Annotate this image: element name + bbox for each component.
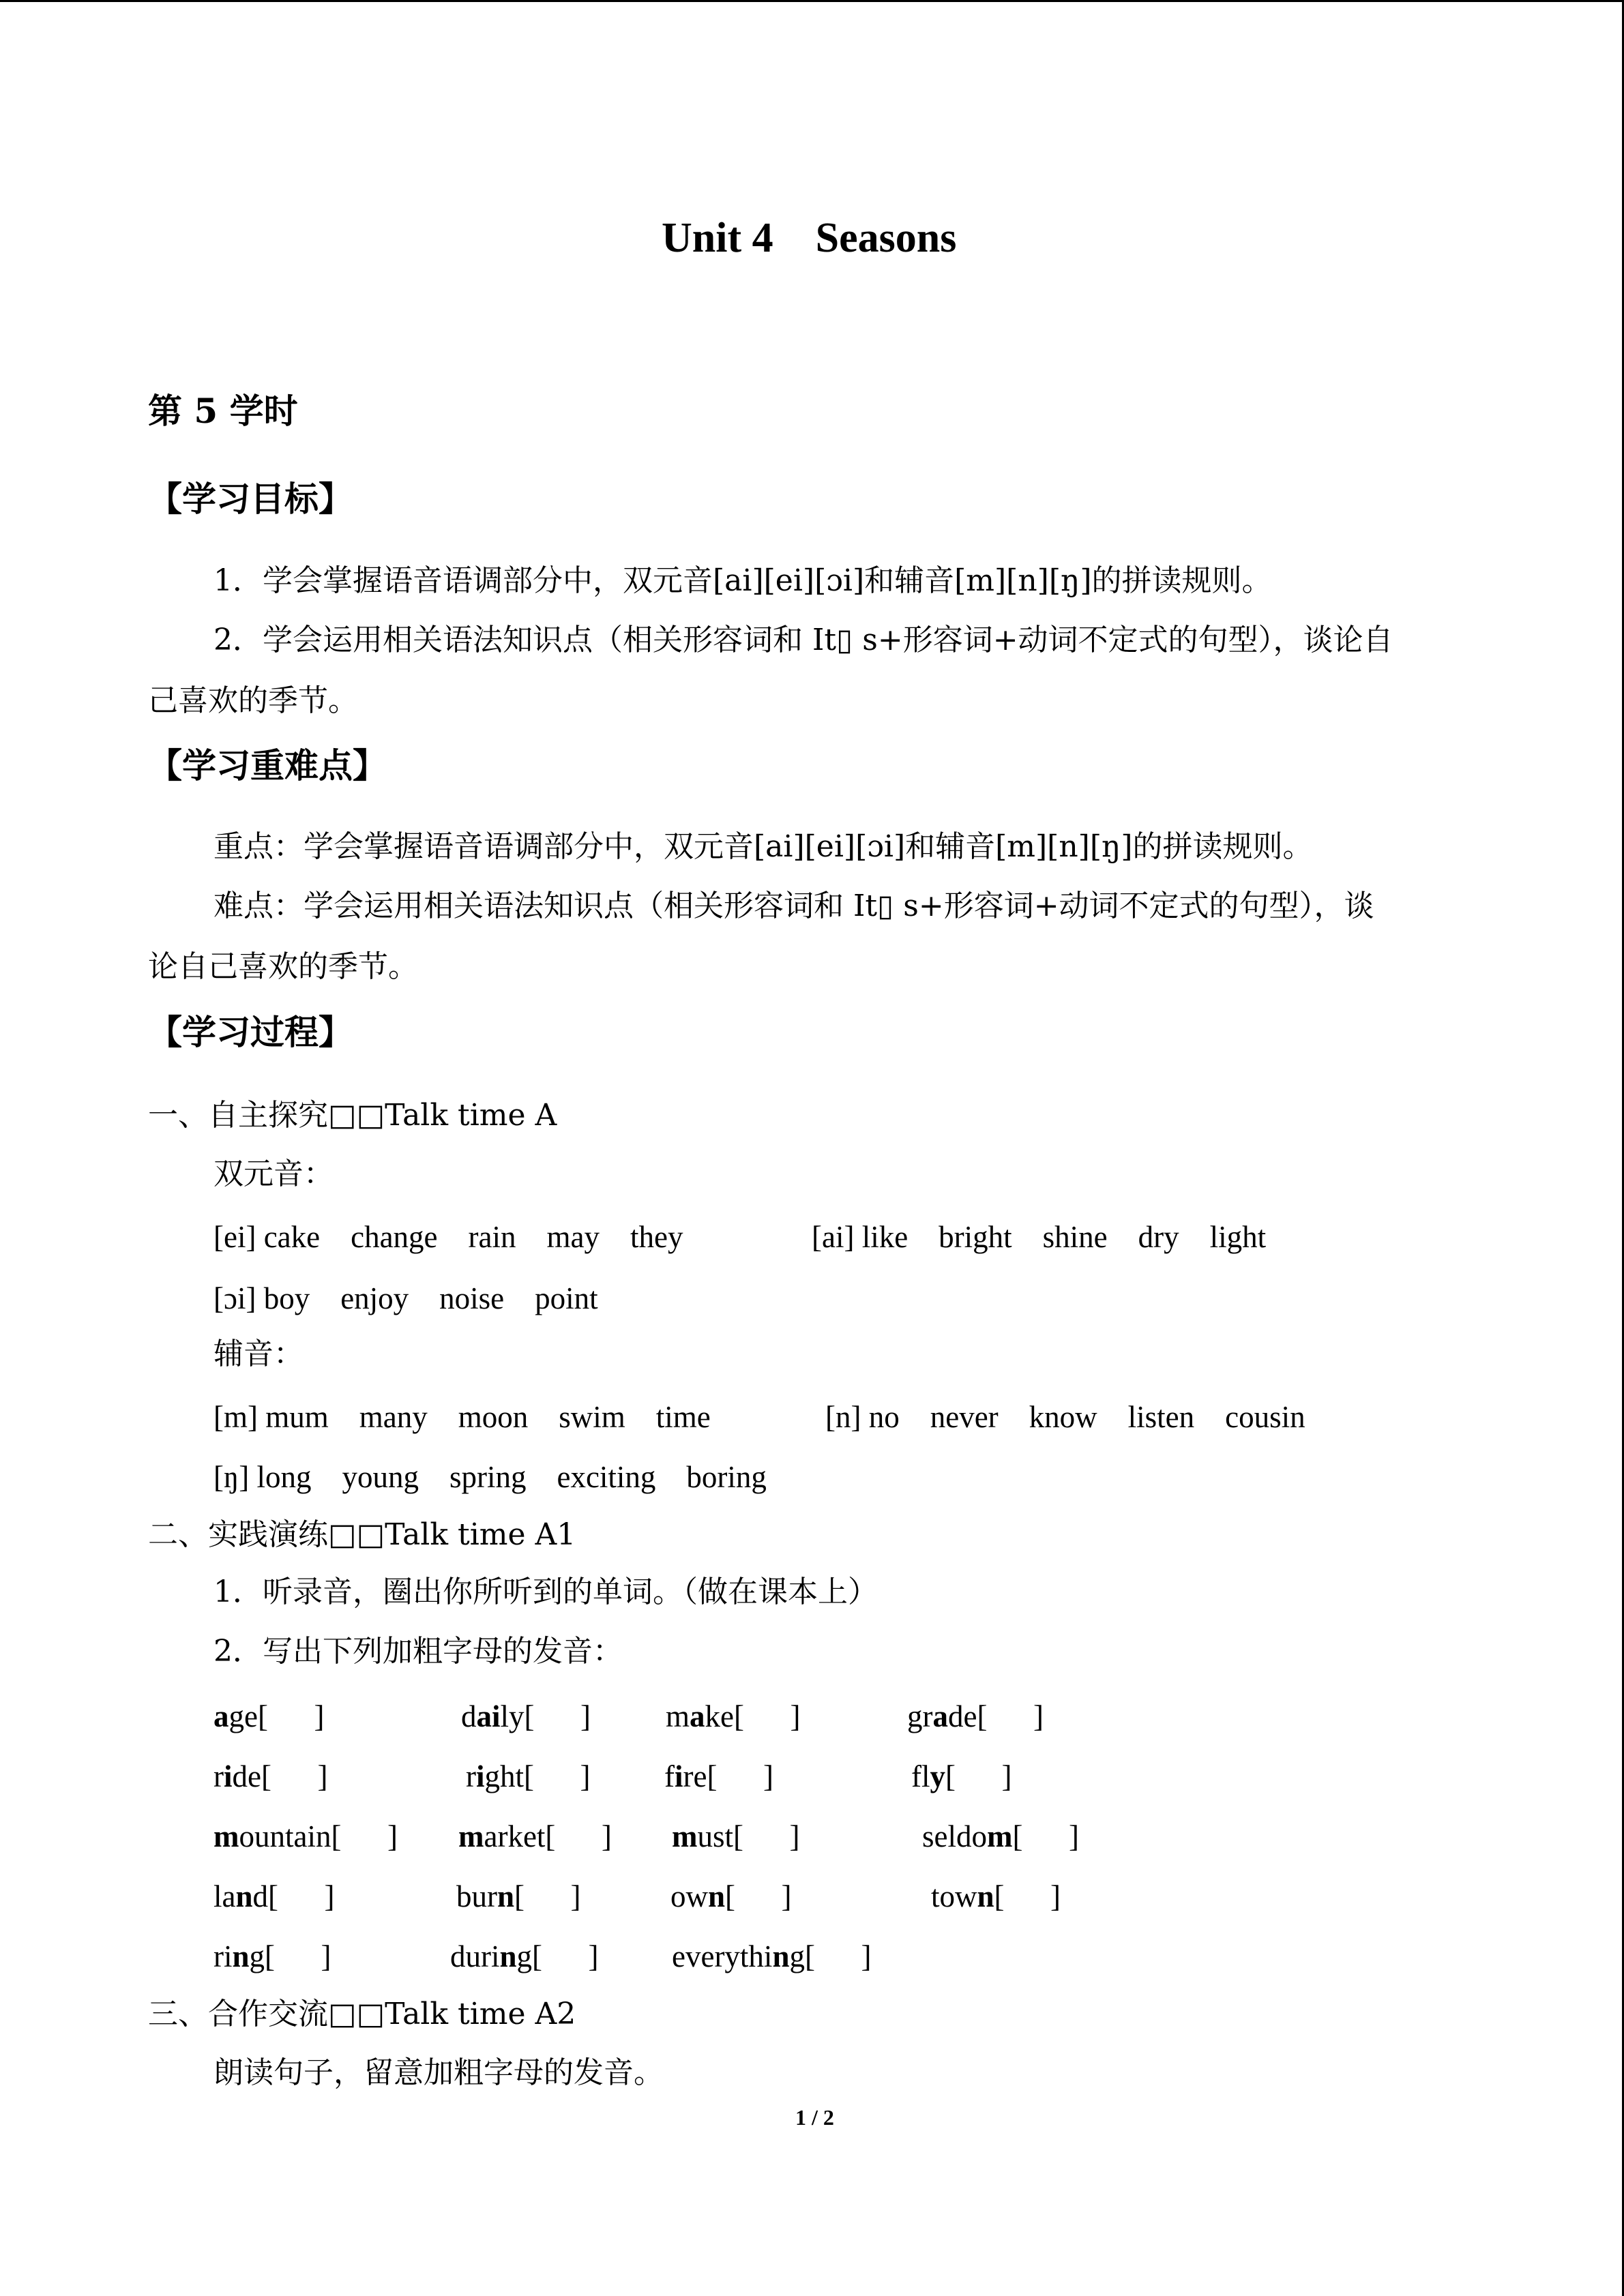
phonics-word: grade[ ] xyxy=(907,1699,1044,1733)
section1-title: 一、自主探究□□Talk time A xyxy=(148,1098,557,1133)
phonics-word: make[ ] xyxy=(666,1699,801,1733)
ei-words: [ei] cake change rain may they xyxy=(213,1220,683,1254)
phonics-word: ring[ ] xyxy=(213,1939,331,1973)
keypoints-heading: 【学习重难点】 xyxy=(148,745,387,786)
objective-2: 2．学会运用相关语法知识点（相关形容词和 It▯ s+形容词+动词不定式的句型），谈论自 xyxy=(213,623,1393,657)
n-words: [n] no never know listen cousin xyxy=(825,1400,1305,1434)
phonics-word: ride[ ] xyxy=(213,1759,328,1793)
section2-title: 二、实践演练□□Talk time A1 xyxy=(148,1517,576,1552)
page-border-top xyxy=(0,0,1624,2)
phonics-word: must[ ] xyxy=(672,1819,800,1853)
phonics-word: everything[ ] xyxy=(672,1939,872,1973)
phonics-word: land[ ] xyxy=(213,1879,335,1913)
section3-instruction: 朗读句子，留意加粗字母的发音。 xyxy=(213,2055,664,2090)
oi-words: [ɔi] boy enjoy noise point xyxy=(213,1281,598,1315)
keypoint-difficult-cont: 论自己喜欢的季节。 xyxy=(148,949,418,984)
phonics-word: burn[ ] xyxy=(456,1879,581,1913)
phonics-word: town[ ] xyxy=(931,1879,1061,1913)
lesson-label: 第 5 学时 xyxy=(148,391,298,431)
page-number: 1 / 2 xyxy=(795,2105,834,2130)
page-title: Unit 4 Seasons xyxy=(662,215,957,261)
section3-title: 三、合作交流□□Talk time A2 xyxy=(148,1997,576,2031)
phonics-word: daily[ ] xyxy=(461,1699,591,1733)
phonics-word: own[ ] xyxy=(670,1879,792,1913)
keypoint-main: 重点：学会掌握语音语调部分中，双元音[ai][ei][ɔi]和辅音[m][n][ŋ]的拼读规则。 xyxy=(213,829,1313,864)
phonics-word: market[ ] xyxy=(458,1819,612,1853)
ng-words: [ŋ] long young spring exciting boring xyxy=(213,1460,767,1494)
phonics-word: mountain[ ] xyxy=(213,1819,398,1853)
phonics-word: during[ ] xyxy=(450,1939,599,1973)
phonics-word: seldom[ ] xyxy=(922,1819,1079,1853)
keypoint-difficult: 难点：学会运用相关语法知识点（相关形容词和 It▯ s+形容词+动词不定式的句型），谈 xyxy=(213,889,1374,923)
diphthong-label: 双元音： xyxy=(213,1157,334,1191)
process-heading: 【学习过程】 xyxy=(148,1012,353,1052)
objectives-heading: 【学习目标】 xyxy=(148,479,353,519)
consonant-label: 辅音： xyxy=(213,1337,304,1371)
ai-words: [ai] like bright shine dry light xyxy=(812,1220,1267,1254)
phonics-word: fire[ ] xyxy=(664,1759,773,1793)
phonics-word: fly[ ] xyxy=(911,1759,1012,1793)
phonics-word: age[ ] xyxy=(213,1699,325,1733)
task-1: 1．听录音，圈出你所听到的单词。（做在课本上） xyxy=(213,1575,878,1609)
phonics-word: right[ ] xyxy=(466,1759,591,1793)
m-words: [m] mum many moon swim time xyxy=(213,1400,711,1434)
objective-1: 1．学会掌握语音语调部分中，双元音[ai][ei][ɔi]和辅音[m][n][ŋ]的拼读规则。 xyxy=(213,563,1272,598)
task-2: 2．写出下列加粗字母的发音： xyxy=(213,1634,623,1669)
objective-2-cont: 己喜欢的季节。 xyxy=(148,683,358,718)
